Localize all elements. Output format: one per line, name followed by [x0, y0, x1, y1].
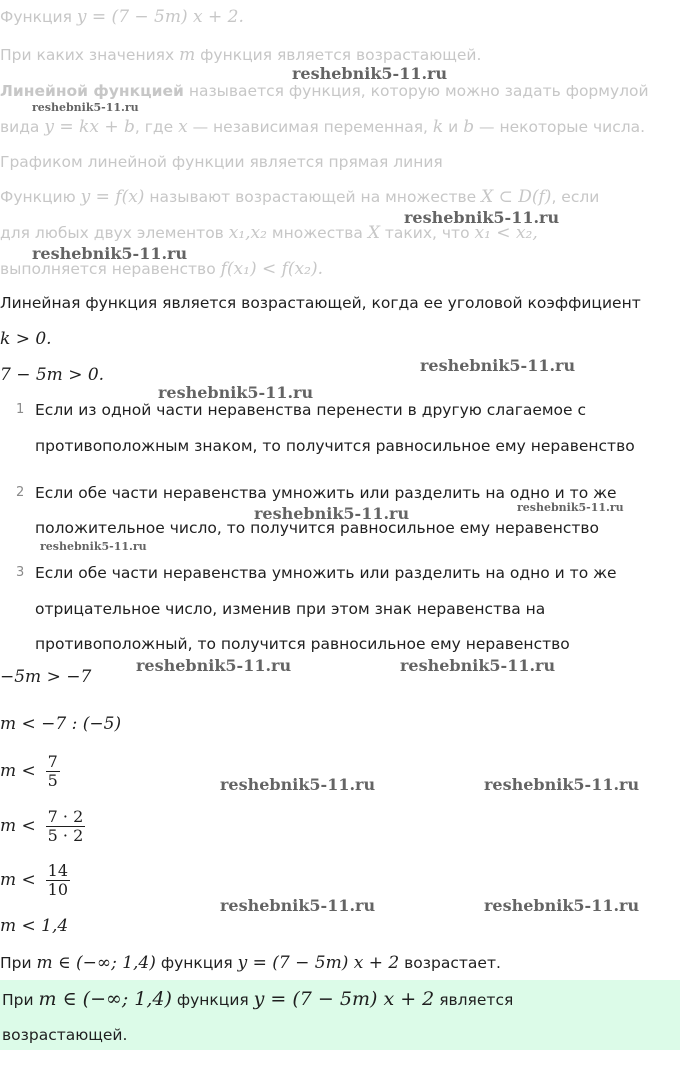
answer-line-1	[2, 988, 513, 1010]
denominator: 5 · 2	[47, 825, 84, 845]
formula: x₁ < x₂,	[474, 223, 538, 243]
watermark: reshebnik5-11.ru	[517, 501, 624, 514]
step-6: m < 1,4	[0, 916, 69, 936]
text: — некоторые числа.	[479, 118, 646, 136]
condition-k: k > 0.	[0, 329, 52, 349]
formula: y = (7 − 5m) x + 2.	[76, 7, 244, 27]
var: x	[178, 117, 188, 137]
task-statement	[0, 6, 244, 28]
watermark: reshebnik5-11.ru	[484, 775, 640, 794]
slope-statement: Линейная функция является возрастающей, когда ее уголовой коэффициент	[0, 294, 641, 312]
text: функция	[176, 991, 249, 1009]
watermark: reshebnik5-11.ru	[220, 775, 376, 794]
formula: f(x₁) < f(x₂).	[220, 259, 323, 279]
task-question	[0, 44, 481, 66]
denominator: 5	[47, 770, 58, 790]
text: является	[439, 991, 514, 1009]
text: функция является возрастающей.	[200, 46, 482, 64]
graph-definition	[0, 151, 443, 173]
var: X	[367, 223, 380, 243]
lhs: m <	[0, 816, 36, 836]
formula: y = kx + b	[44, 117, 135, 137]
step-3	[0, 747, 60, 795]
rule-line: Если обе части неравенства умножить или разделить на одно и то же	[35, 564, 617, 582]
rule-line: положительное число, то получится равносильное ему неравенство	[35, 519, 600, 537]
watermark: reshebnik5-11.ru	[40, 540, 147, 553]
var: k	[432, 117, 444, 137]
step-4	[0, 802, 85, 850]
rule-number: 3	[16, 565, 25, 580]
condition-inequality: 7 − 5m > 0.	[0, 365, 105, 385]
formula: y = (7 − 5m) x + 2	[253, 988, 435, 1010]
watermark: reshebnik5-11.ru	[404, 208, 560, 227]
numerator: 7	[47, 751, 58, 771]
text: функция	[160, 954, 233, 972]
conclusion	[0, 952, 501, 974]
var: m	[179, 45, 196, 65]
text: При каких значениях	[0, 46, 175, 64]
formula: x₁,x₂	[228, 223, 267, 243]
numerator: 7 · 2	[47, 806, 84, 826]
text: Функция	[0, 8, 72, 26]
definition-line-2	[0, 116, 645, 138]
rule-line: противоположным знаком, то получится равносильное ему неравенство	[35, 437, 635, 455]
term: Линейной функцией	[0, 82, 184, 100]
watermark: reshebnik5-11.ru	[220, 896, 376, 915]
increasing-definition-1	[0, 186, 599, 208]
text: множества	[271, 224, 363, 242]
formula: y = f(x)	[80, 187, 145, 207]
rule-number: 1	[16, 402, 25, 417]
text: вида	[0, 118, 40, 136]
watermark: reshebnik5-11.ru	[32, 101, 139, 114]
text: При	[0, 954, 32, 972]
denominator: 10	[47, 879, 68, 899]
watermark: reshebnik5-11.ru	[254, 504, 410, 523]
lhs: m <	[0, 870, 36, 890]
step-1: −5m > −7	[0, 667, 92, 687]
watermark: reshebnik5-11.ru	[158, 383, 314, 402]
watermark: reshebnik5-11.ru	[136, 656, 292, 675]
step-2: m < −7 : (−5)	[0, 714, 122, 734]
watermark: reshebnik5-11.ru	[400, 656, 556, 675]
text: Графиком линейной функции является прямая линия	[0, 153, 443, 171]
text: При	[2, 991, 34, 1009]
fraction	[46, 753, 60, 790]
numerator: 14	[47, 860, 68, 880]
watermark: reshebnik5-11.ru	[292, 64, 448, 83]
text: Функцию	[0, 188, 76, 206]
watermark: reshebnik5-11.ru	[32, 244, 188, 263]
watermark: reshebnik5-11.ru	[484, 896, 640, 915]
text: таких, что	[384, 224, 470, 242]
rule-line: противоположный, то получится равносильное ему неравенство	[35, 635, 570, 653]
rule-line: Если обе части неравенства умножить или разделить на одно и то же	[35, 484, 617, 502]
text: называют возрастающей на множестве	[149, 188, 477, 206]
var: b	[463, 117, 475, 137]
lhs: m <	[0, 761, 36, 781]
answer-box	[0, 980, 680, 1050]
text: выполняется неравенство	[0, 260, 216, 278]
answer-line-2: возрастающей.	[2, 1026, 128, 1044]
rule-line: Если из одной части неравенства перенести в другую слагаемое с	[35, 401, 587, 419]
rule-line: отрицательное число, изменив при этом знак неравенства на	[35, 600, 546, 618]
rule-number: 2	[16, 485, 25, 500]
text: возрастает.	[404, 954, 501, 972]
text: , где	[134, 118, 174, 136]
fraction	[46, 808, 86, 845]
text: — независимая переменная,	[192, 118, 428, 136]
text: , если	[551, 188, 600, 206]
text: называется функция, которую можно задать формулой	[188, 82, 649, 100]
fraction	[46, 862, 70, 899]
definition-line-1	[0, 80, 649, 102]
formula: m ∈ (−∞; 1,4)	[36, 953, 156, 973]
formula: y = (7 − 5m) x + 2	[237, 953, 400, 973]
text: и	[448, 118, 459, 136]
text: для любых двух элементов	[0, 224, 224, 242]
formula: X ⊂ D(f)	[481, 187, 552, 207]
watermark: reshebnik5-11.ru	[420, 356, 576, 375]
formula: m ∈ (−∞; 1,4)	[38, 988, 172, 1010]
step-5	[0, 856, 70, 904]
